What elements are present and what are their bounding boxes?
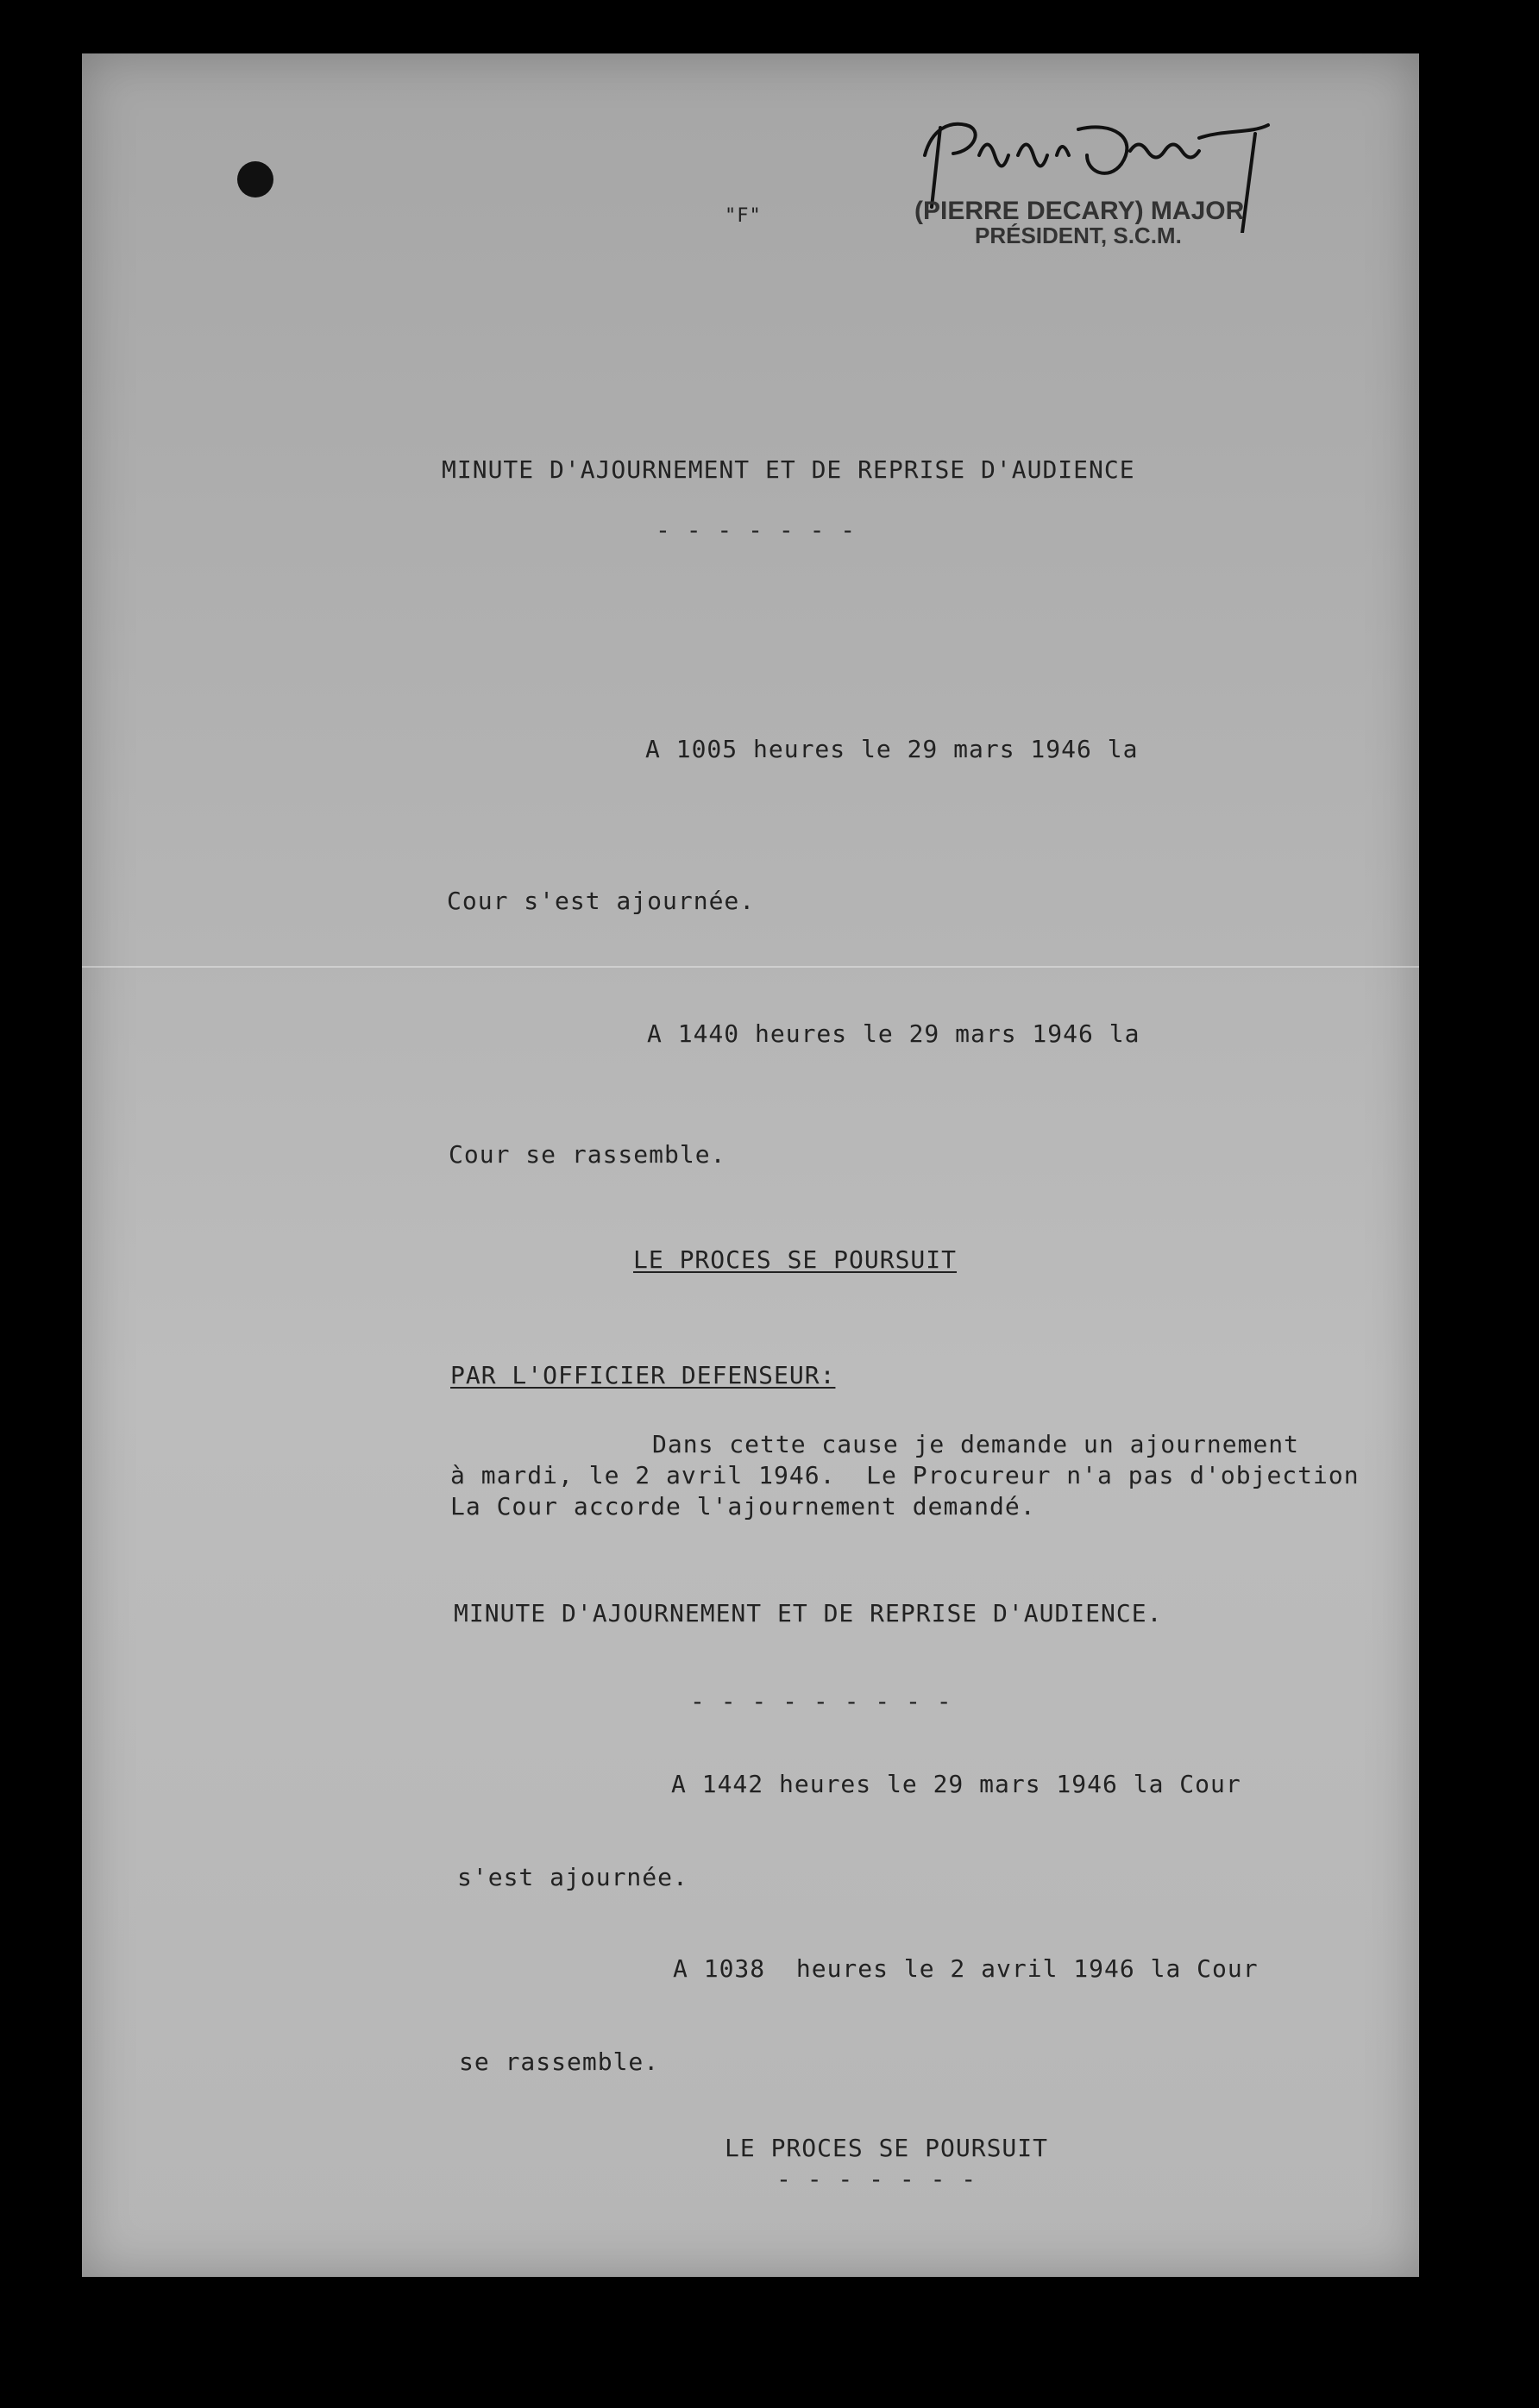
para-1-line-1: A 1005 heures le 29 mars 1946 la: [645, 735, 1139, 763]
para-2-line-2: Cour se rassemble.: [449, 1140, 726, 1169]
rule-3: - - - - - - -: [776, 2165, 977, 2193]
stamp-name-line: (PIERRE DECARY) MAJOR: [914, 197, 1245, 225]
para-3-line-1: Dans cette cause je demande un ajournement: [652, 1430, 1300, 1458]
para-4-line-1: A 1442 heures le 29 mars 1946 la Cour: [671, 1770, 1241, 1798]
para-1-line-2: Cour s'est ajournée.: [447, 887, 756, 915]
page-mark: "F": [725, 205, 762, 227]
heading-minute-1: MINUTE D'AJOURNEMENT ET DE REPRISE D'AUDIENCE: [442, 455, 1135, 484]
para-4-line-2: s'est ajournée.: [457, 1863, 688, 1891]
heading-proces-2: LE PROCES SE POURSUIT: [725, 2134, 1049, 2162]
para-3-line-2: à mardi, le 2 avril 1946. Le Procureur n'a pas d'objection: [450, 1461, 1360, 1489]
document-page: [82, 53, 1419, 2277]
rule-1: - - - - - - -: [656, 516, 857, 544]
para-3-line-3: La Cour accorde l'ajournement demandé.: [450, 1492, 1036, 1521]
heading-minute-2: MINUTE D'AJOURNEMENT ET DE REPRISE D'AUDIENCE.: [454, 1599, 1163, 1627]
para-5-line-1: A 1038 heures le 2 avril 1946 la Cour: [673, 1954, 1259, 1983]
stamp-title-line: PRÉSIDENT, S.C.M.: [975, 223, 1182, 248]
para-5-line-2: se rassemble.: [459, 2047, 660, 2076]
para-2-line-1: A 1440 heures le 29 mars 1946 la: [647, 1019, 1140, 1048]
page-fold-line: [82, 966, 1419, 968]
heading-proces-1: LE PROCES SE POURSUIT: [633, 1245, 958, 1274]
ink-blot: [237, 161, 273, 198]
heading-officier-defenseur: PAR L'OFFICIER DEFENSEUR:: [450, 1361, 836, 1389]
rule-2: - - - - - - - - -: [690, 1687, 952, 1715]
